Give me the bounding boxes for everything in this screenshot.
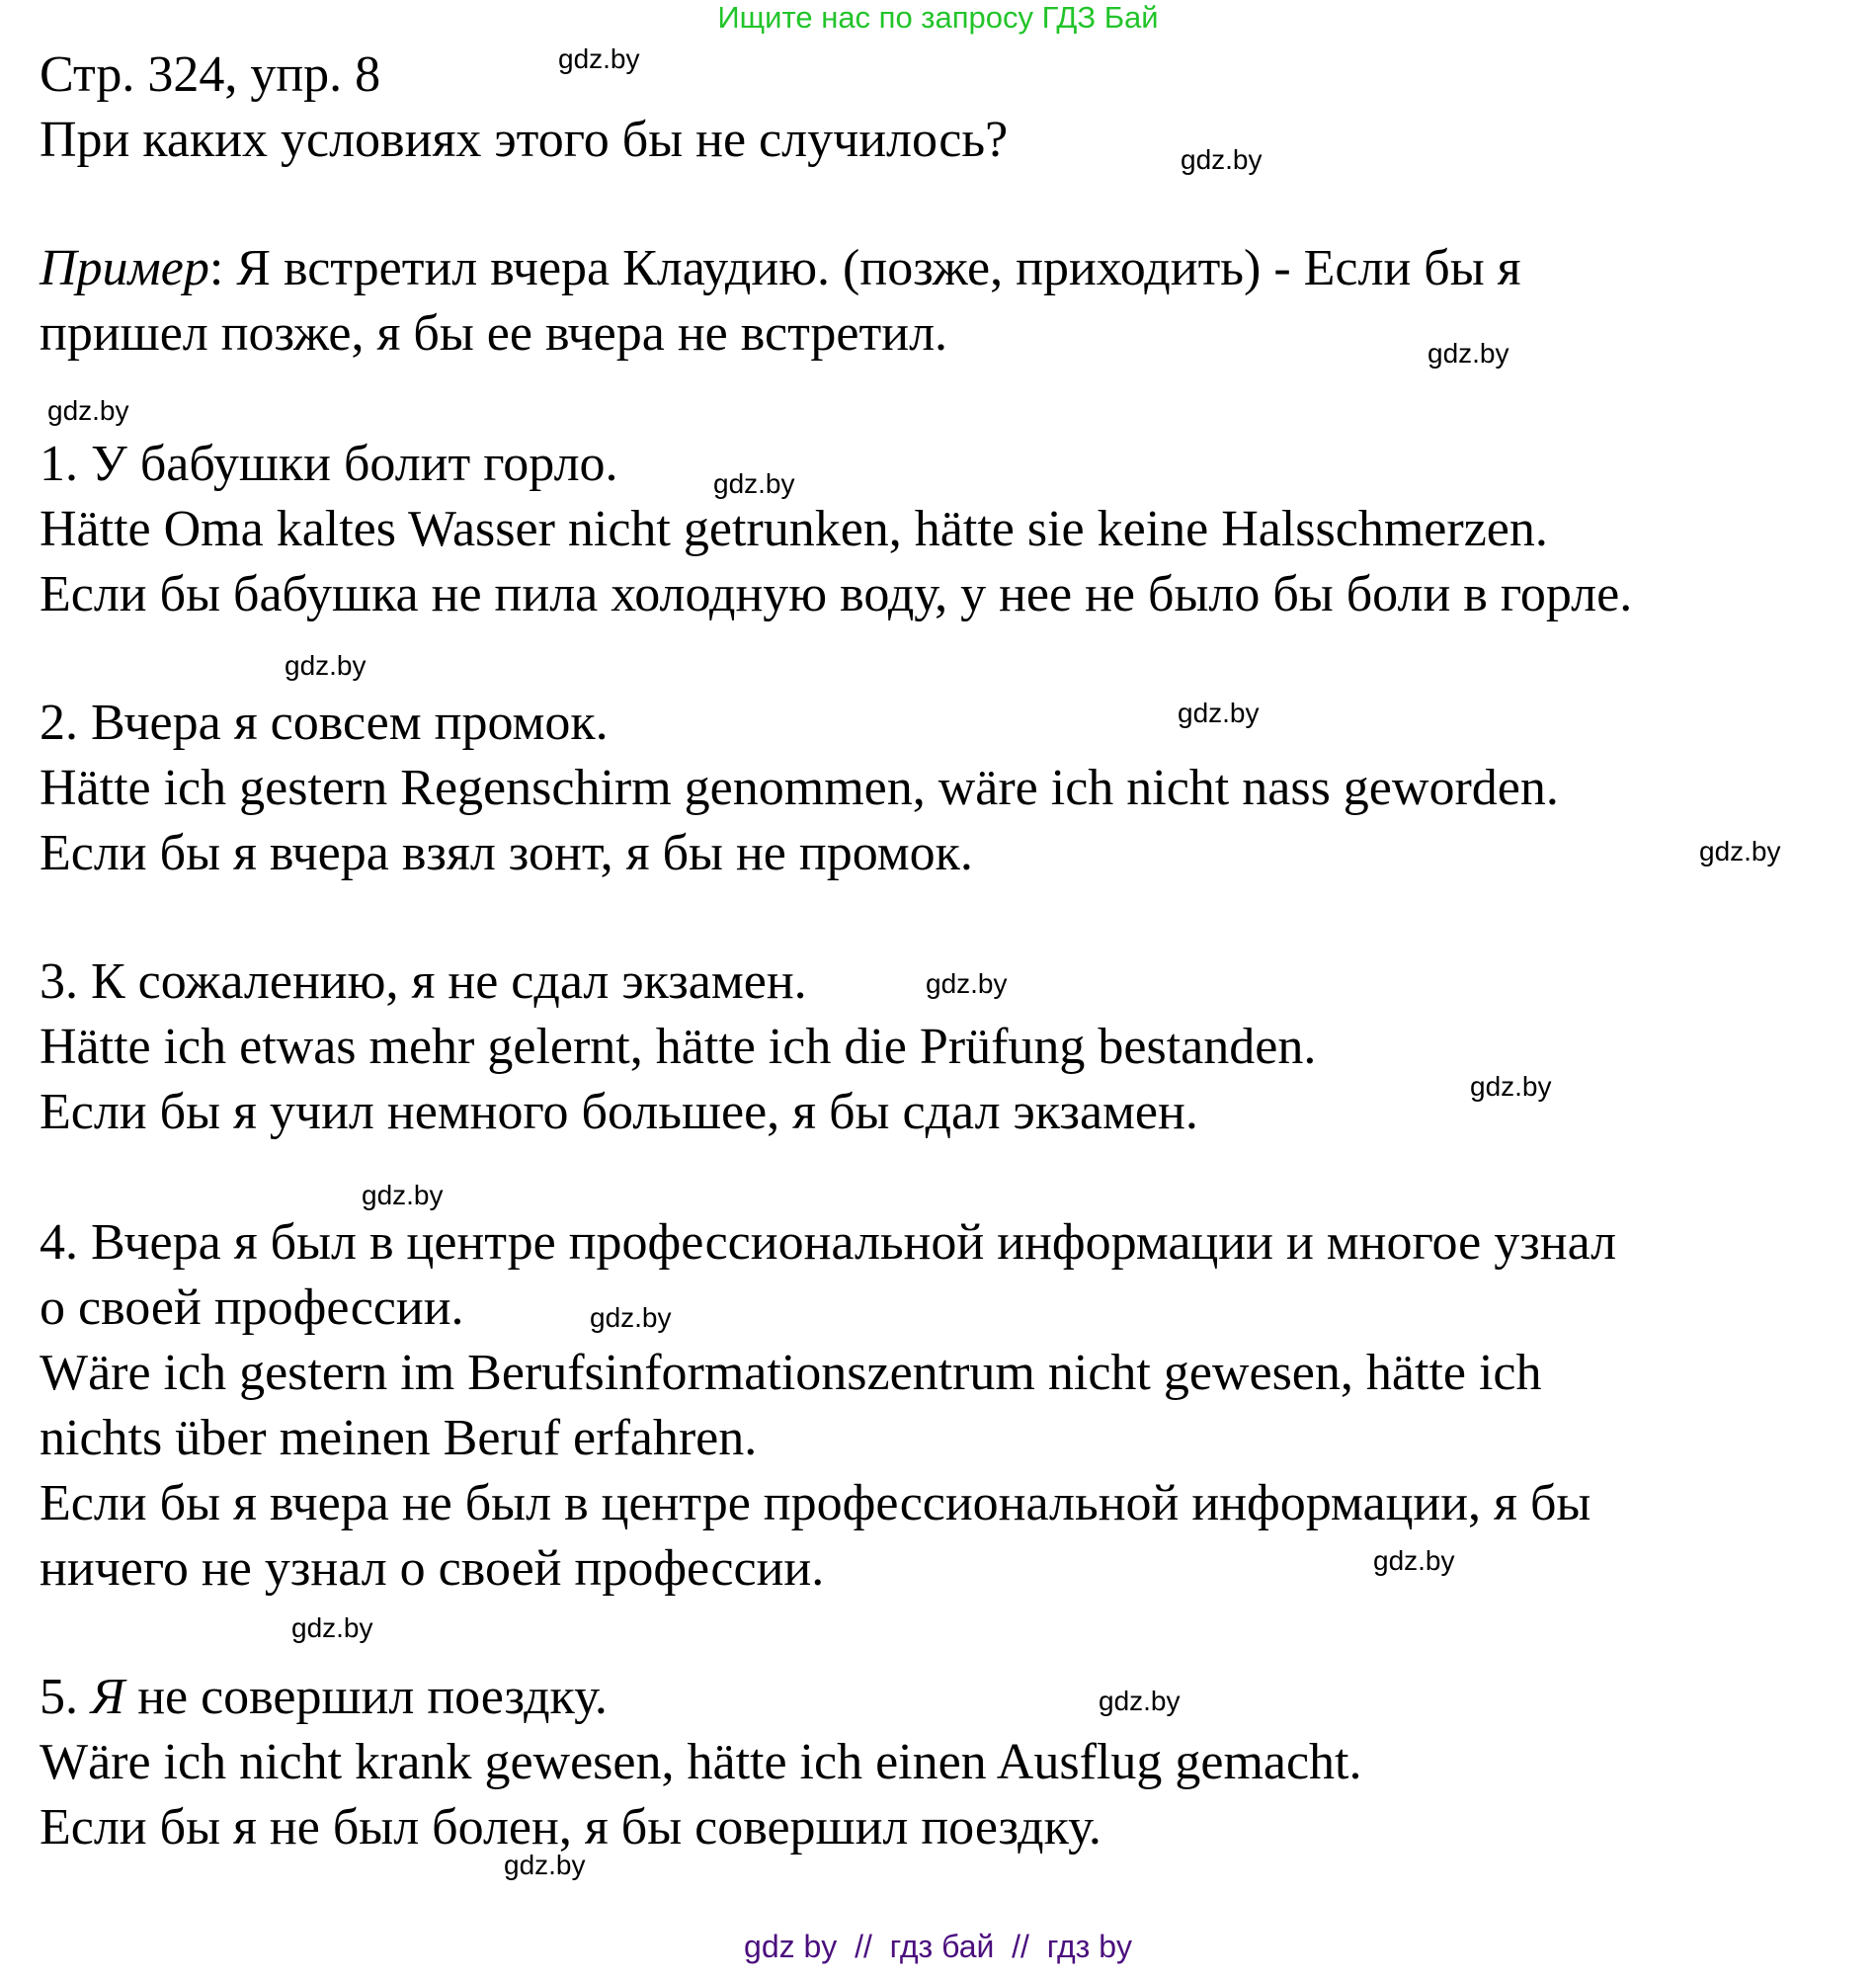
- item-1-russian: Если бы бабушка не пила холодную воду, у нее не было бы боли в горле.: [40, 566, 1633, 622]
- example-line-2: пришел позже, я бы ее вчера не встретил.: [40, 305, 948, 362]
- item-1-prompt: 1. У бабушки болит горло.: [40, 436, 618, 492]
- search-hint-banner: Ищите нас по запросу ГДЗ Бай: [717, 0, 1159, 35]
- item-1-german: Hätte Oma kaltes Wasser nicht getrunken, hätte sie keine Halsschmerzen.: [40, 501, 1548, 557]
- watermark: gdz.by: [713, 468, 795, 499]
- item-5-prompt: [40, 1668, 608, 1727]
- item-3-prompt: 3. К сожалению, я не сдал экзамен.: [40, 953, 807, 1010]
- item-4-russian-line-2: ничего не узнал о своей профессии.: [40, 1540, 825, 1597]
- watermark: gdz.by: [47, 395, 129, 426]
- example-text: : Я встретил вчера Клаудию. (позже, приходить) - Если бы я: [208, 240, 1521, 296]
- item-5-prompt-rest: не совершил поездку.: [124, 1669, 608, 1725]
- watermark: gdz.by: [926, 968, 1008, 999]
- item-4-prompt-line-2: о своей профессии.: [40, 1279, 464, 1336]
- example-label: Пример: [40, 240, 209, 296]
- item-4-russian-line-1: Если бы я вчера не был в центре профессиональной информации, я бы: [40, 1475, 1591, 1531]
- watermark: gdz.by: [362, 1180, 444, 1210]
- page-title: Стр. 324, упр. 8: [40, 46, 381, 103]
- watermark: gdz.by: [1178, 698, 1260, 728]
- item-5-german: Wäre ich nicht krank gewesen, hätte ich einen Ausflug gemacht.: [40, 1734, 1362, 1790]
- watermark: gdz.by: [590, 1302, 672, 1333]
- watermark: gdz.by: [1470, 1071, 1552, 1102]
- watermark: gdz.by: [291, 1612, 373, 1643]
- item-5-pronoun: Я: [91, 1669, 125, 1725]
- watermark: gdz.by: [285, 650, 367, 681]
- item-3-russian: Если бы я учил немного большее, я бы сдал экзамен.: [40, 1084, 1198, 1140]
- watermark: gdz.by: [558, 43, 640, 74]
- watermark: gdz.by: [1373, 1545, 1455, 1576]
- watermark: gdz.by: [504, 1850, 586, 1880]
- watermark: gdz.by: [1427, 338, 1509, 369]
- watermark: gdz.by: [1699, 836, 1781, 866]
- item-2-prompt: 2. Вчера я совсем промок.: [40, 695, 609, 751]
- item-5-russian: Если бы я не был болен, я бы совершил поездку.: [40, 1799, 1101, 1856]
- item-5-number: 5.: [40, 1669, 91, 1725]
- item-4-german-line-1: Wäre ich gestern im Berufsinformationszentrum nicht gewesen, hätte ich: [40, 1345, 1542, 1401]
- item-2-russian: Если бы я вчера взял зонт, я бы не промок.: [40, 825, 973, 881]
- item-2-german: Hätte ich gestern Regenschirm genommen, wäre ich nicht nass geworden.: [40, 760, 1559, 816]
- item-4-german-line-2: nichts über meinen Beruf erfahren.: [40, 1410, 758, 1466]
- watermark: gdz.by: [1181, 144, 1263, 175]
- item-4-prompt-line-1: 4. Вчера я был в центре профессиональной информации и многое узнал: [40, 1214, 1617, 1271]
- example-line-1: [40, 239, 1521, 298]
- footer-links: gdz by // гдз бай // гдз by: [744, 1929, 1132, 1964]
- watermark: gdz.by: [1099, 1686, 1181, 1716]
- item-3-german: Hätte ich etwas mehr gelernt, hätte ich die Prüfung bestanden.: [40, 1019, 1317, 1075]
- exercise-question: При каких условиях этого бы не случилось?: [40, 112, 1009, 168]
